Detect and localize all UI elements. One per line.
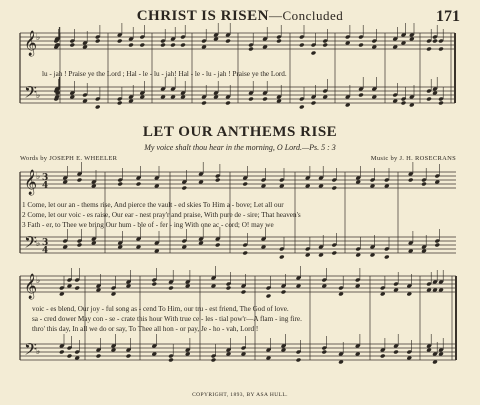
epigraph: My voice shalt thou hear in the morning, O Lord.—Ps. 5 : 3 bbox=[144, 143, 336, 152]
notehead bbox=[242, 251, 248, 256]
notehead bbox=[225, 101, 231, 106]
notehead bbox=[211, 358, 217, 363]
time-signature-top: 3 bbox=[42, 238, 49, 248]
notehead bbox=[262, 97, 268, 102]
music-credit: Music by J. H. ROSECRANS bbox=[370, 155, 456, 162]
notehead bbox=[242, 182, 248, 187]
verse-3-line-2: thro' this day, In all we do or say, To Thee all hon - or pay, Je - ho - vah, Lord ! bbox=[32, 325, 259, 333]
notehead bbox=[401, 101, 407, 106]
notehead bbox=[59, 350, 65, 355]
hymn-title: LET OUR ANTHEMS RISE bbox=[142, 124, 338, 140]
notehead bbox=[281, 290, 287, 295]
notehead bbox=[67, 354, 73, 359]
notehead bbox=[69, 43, 75, 48]
notehead bbox=[151, 282, 157, 287]
flat-icon: ♭ bbox=[36, 347, 41, 357]
notehead bbox=[331, 186, 337, 191]
title-suffix: —Concluded bbox=[268, 8, 344, 23]
title-main: CHRIST IS RISEN bbox=[136, 8, 269, 24]
notehead bbox=[74, 286, 80, 291]
verse-2-line-2: sa - cred dower May con - se - crate this hour With true ce - les - tial pow'r—A flam - ing fire. bbox=[32, 315, 302, 323]
page-number: 171 bbox=[436, 8, 460, 25]
notehead bbox=[311, 51, 317, 56]
notehead bbox=[77, 178, 83, 183]
notehead bbox=[408, 178, 414, 183]
notehead bbox=[201, 101, 207, 106]
verse-2-line-1: 2 Come, let our voic - es raise, Our ear - nest pray'r and praise, With pure de - sire; That heaven's bbox=[22, 211, 301, 219]
notehead bbox=[95, 105, 101, 110]
notehead bbox=[180, 43, 186, 48]
treble-clef-icon: 𝄞 bbox=[24, 31, 38, 56]
notehead bbox=[384, 255, 390, 260]
notehead bbox=[136, 182, 142, 187]
notehead bbox=[168, 286, 174, 291]
notehead bbox=[296, 358, 302, 363]
notehead bbox=[299, 105, 305, 110]
notehead bbox=[311, 101, 317, 106]
notehead bbox=[438, 47, 444, 52]
notehead bbox=[181, 186, 187, 191]
staff-system2-treble bbox=[20, 172, 456, 188]
staff-system3-bass bbox=[20, 344, 456, 360]
notehead bbox=[266, 294, 272, 299]
time-signature-bottom: 4 bbox=[42, 246, 49, 256]
bass-clef-icon: 𝄢 bbox=[24, 339, 37, 363]
notehead bbox=[77, 243, 83, 248]
flat-icon: ♭ bbox=[36, 33, 41, 43]
notehead bbox=[393, 350, 399, 355]
flat-icon: ♭ bbox=[36, 172, 41, 182]
notehead bbox=[117, 39, 123, 44]
notehead bbox=[248, 97, 254, 102]
staff-system3-treble bbox=[20, 276, 456, 292]
notehead bbox=[117, 101, 123, 106]
bass-clef-icon: 𝄢 bbox=[24, 82, 37, 106]
notehead bbox=[226, 286, 232, 291]
notehead bbox=[215, 243, 221, 248]
copyright-notice: COPYRIGHT, 1893, BY ASA HULL. bbox=[192, 392, 288, 398]
flat-icon: ♭ bbox=[36, 91, 41, 101]
time-signature-top: 3 bbox=[42, 173, 49, 183]
notehead bbox=[96, 354, 102, 359]
notehead bbox=[421, 182, 427, 187]
notehead bbox=[299, 43, 305, 48]
flat-icon: ♭ bbox=[36, 239, 41, 249]
notehead bbox=[322, 43, 328, 48]
notehead bbox=[248, 47, 254, 52]
notehead bbox=[426, 97, 432, 102]
treble-clef-icon: 𝄞 bbox=[24, 170, 38, 195]
notehead bbox=[380, 354, 386, 359]
notehead bbox=[117, 182, 123, 187]
notehead bbox=[279, 255, 285, 260]
notehead bbox=[241, 290, 247, 295]
bass-clef-icon: 𝄢 bbox=[24, 232, 37, 256]
notehead bbox=[438, 101, 444, 106]
notehead bbox=[215, 178, 221, 183]
page-title bbox=[0, 8, 480, 25]
notehead bbox=[426, 47, 432, 52]
notehead bbox=[358, 93, 364, 98]
time-signature-bottom: 4 bbox=[42, 181, 49, 191]
verse-1-line-2: voic - es blend, Our joy - ful song as - cend To Him, our tru - est friend, The God of love. bbox=[32, 305, 289, 313]
notehead bbox=[95, 39, 101, 44]
flat-icon: ♭ bbox=[36, 276, 41, 286]
notehead bbox=[139, 43, 145, 48]
notehead bbox=[170, 43, 176, 48]
notehead bbox=[276, 39, 282, 44]
verse-3-line-1: 3 Fath - er, to Thee we bring Our hum - ble of - fer - ing With one ac - cord; O! may we bbox=[22, 221, 274, 229]
verse-1-line-1: 1 Come, let our an - thems rise, And pierce the vault - ed skies To Him a - bove; Let all our bbox=[22, 201, 284, 209]
staff-system2-bass bbox=[20, 237, 456, 253]
notehead bbox=[168, 358, 174, 363]
notehead bbox=[434, 243, 440, 248]
notehead bbox=[432, 39, 438, 44]
notehead bbox=[128, 43, 134, 48]
words-credit: Words by JOSEPH E. WHEELER bbox=[20, 155, 118, 162]
treble-clef-icon: 𝄞 bbox=[24, 274, 38, 299]
notehead bbox=[321, 350, 327, 355]
notehead bbox=[358, 43, 364, 48]
notehead bbox=[126, 354, 132, 359]
lyric-line: lu - jah ! Praise ye the Lord ; Hal - le - lu - jah! Hal - le - lu - jah ! Praise ye the Lord. bbox=[42, 70, 287, 78]
notehead bbox=[331, 251, 337, 256]
notehead bbox=[225, 39, 231, 44]
notehead bbox=[160, 43, 166, 48]
